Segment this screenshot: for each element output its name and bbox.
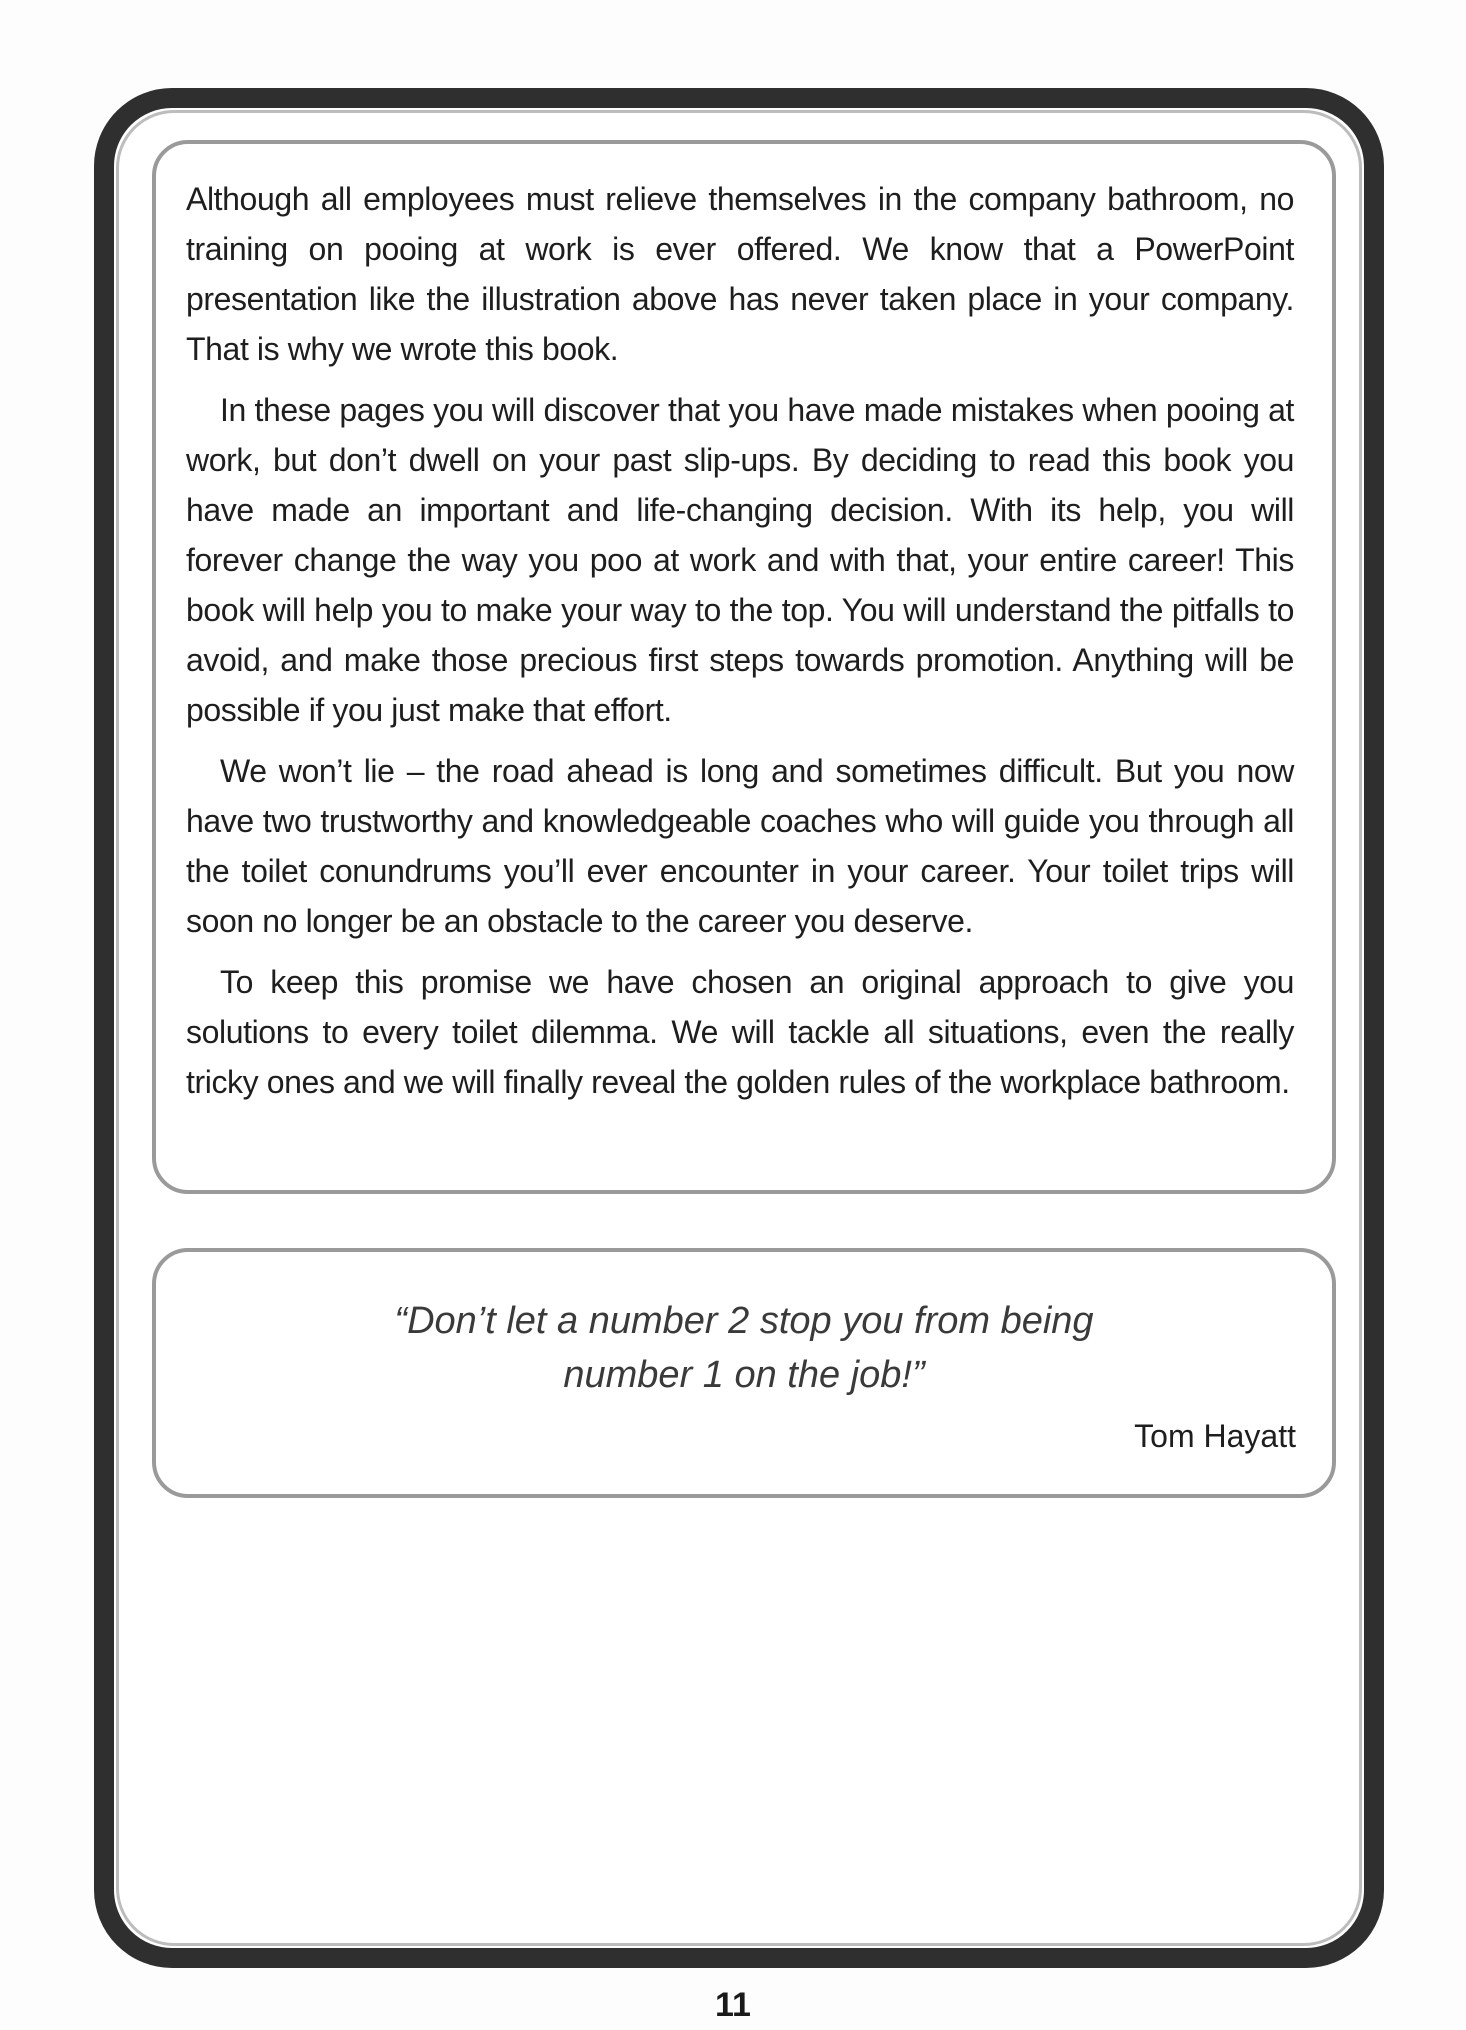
paragraph-3: We won’t lie – the road ahead is long and sometimes difficult. But you now have two trustworthy and knowledgeable coaches who will guide you through all the toilet conundrums you’ll ever encounter in your career. Your toilet trips will soon no longer be an obstacle to the career you deserve. (186, 753, 1294, 939)
page-number: 11 (715, 1986, 751, 2024)
quote-text: “Don’t let a number 2 stop you from being number 1 on the job!” (394, 1300, 1094, 1396)
body-text-box (152, 140, 1336, 1194)
paragraph-4: To keep this promise we have chosen an original approach to give you solutions to every toilet dilemma. We will tackle all situations, even the really tricky ones and we will finally reveal the golden rules of the workplace bathroom. (186, 964, 1294, 1100)
quote-author: Tom Hayatt (1134, 1418, 1296, 1454)
quote-box (152, 1248, 1336, 1498)
paragraph-1: Although all employees must relieve themselves in the company bathroom, no training on pooing at work is ever offered. We know that a PowerPoint presentation like the illustration above has never taken place in your company. That is why we wrote this book. (186, 181, 1294, 367)
paragraph-2: In these pages you will discover that you have made mistakes when pooing at work, but don’t dwell on your past slip-ups. By deciding to read this book you have made an important and life-changing decision. With its help, you will forever change the way you poo at work and with that, your entire career! This book will help you to make your way to the top. You will understand the pitfalls to avoid, and make those precious first steps towards promotion. Anything will be possible if you just make that effort. (186, 392, 1294, 728)
